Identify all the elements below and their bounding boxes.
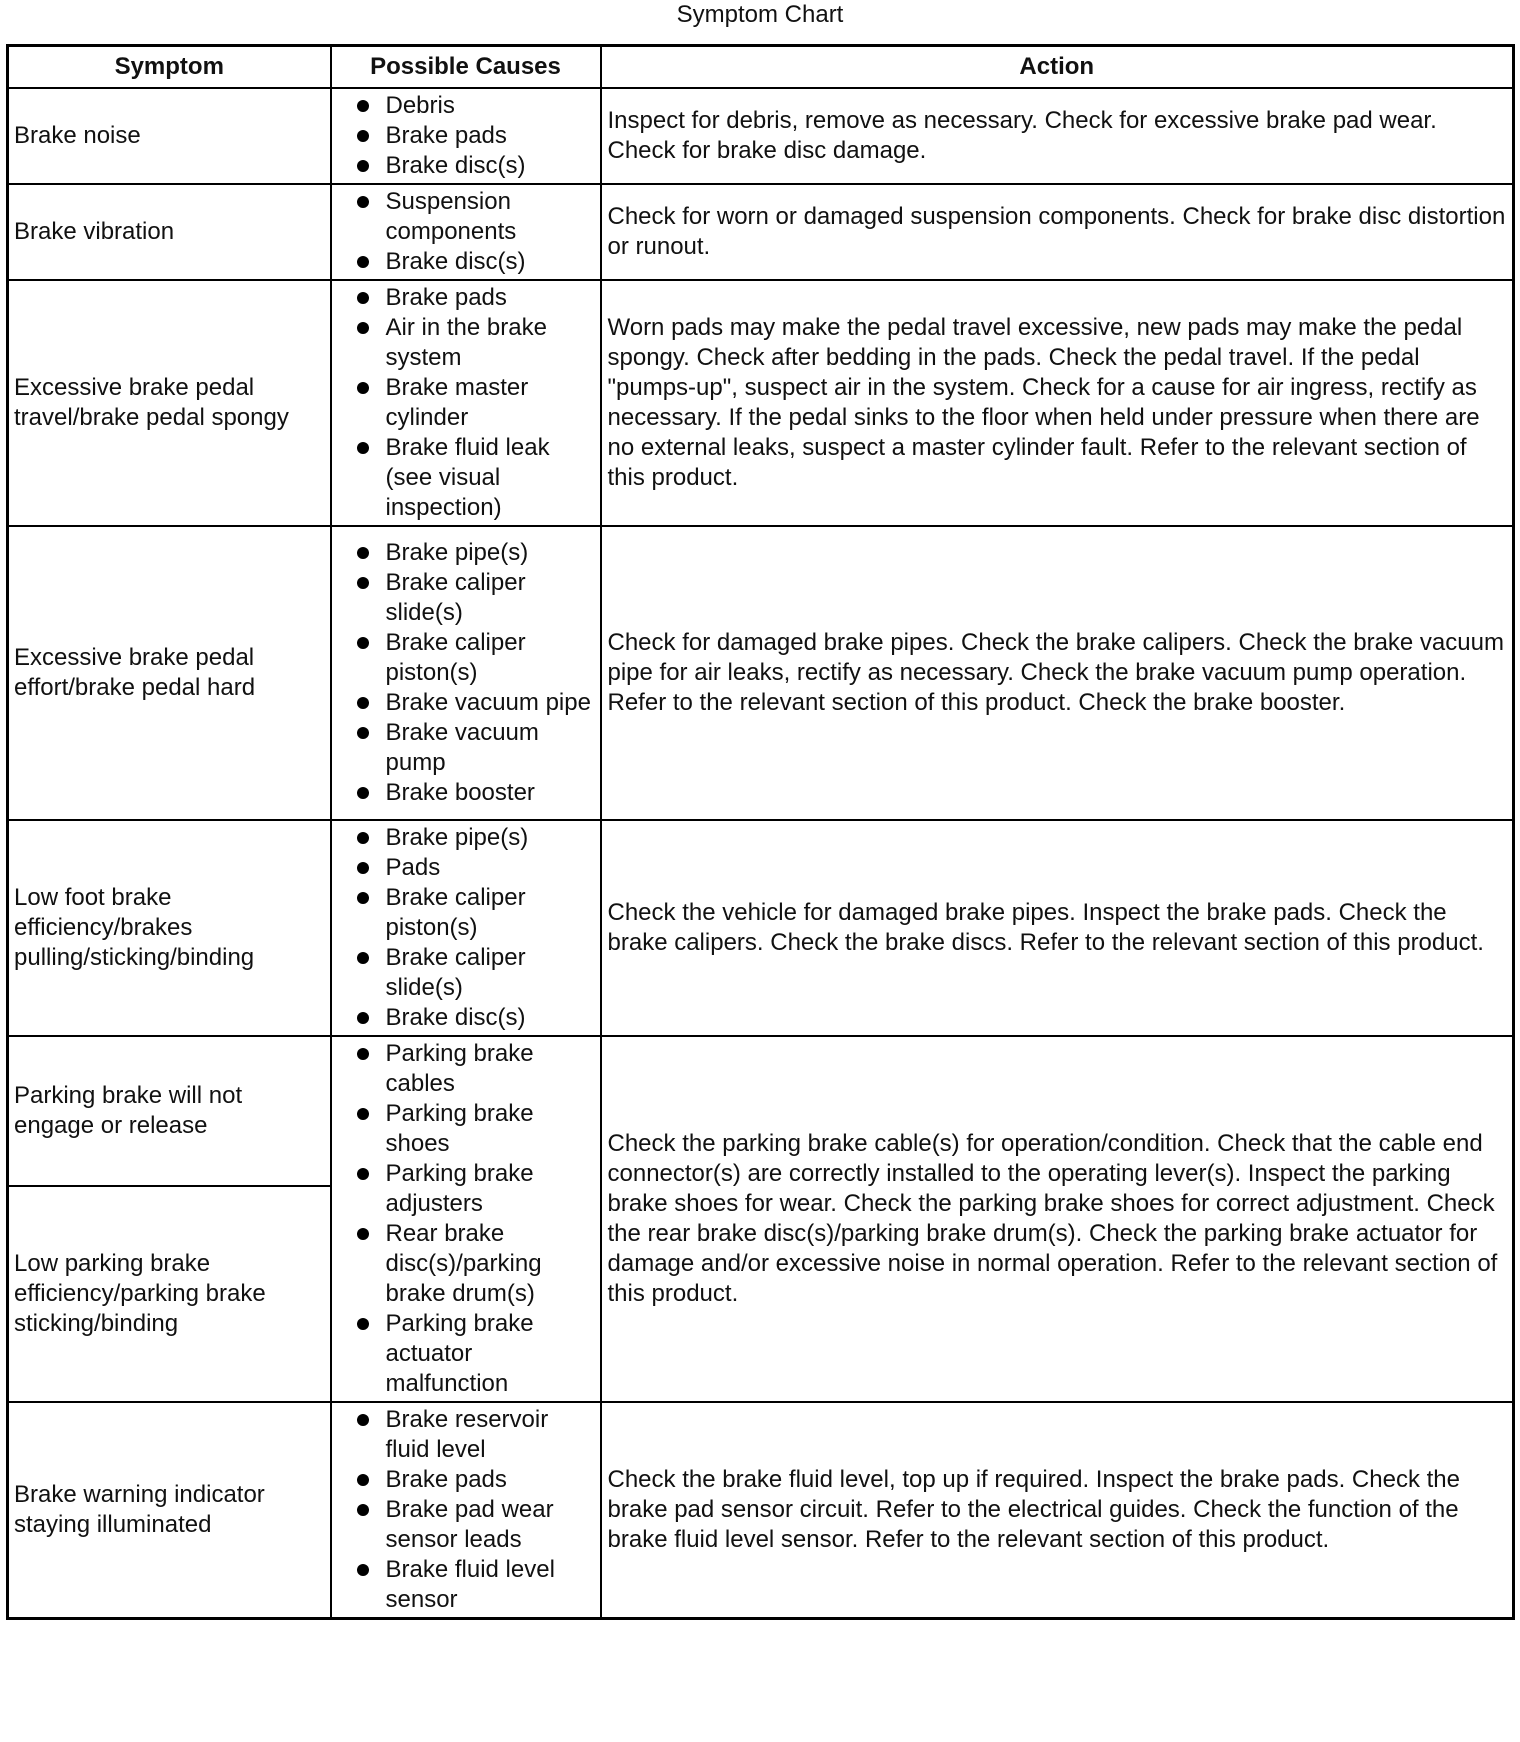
action-cell: Check the parking brake cable(s) for operation/condition. Check that the cable end connector(s) are correctly installed to the operating lever(s). Inspect the parking brake shoes for wear. Check the parking brake shoes for correct adjustment. Check the rear brake disc(s)/parking brake drum(s). Check the parking brake actuator for damage and/or excessive noise in normal operation. Refer to the relevant section of this product. (601, 1036, 1514, 1402)
cause-item: Brake caliper slide(s) (332, 568, 596, 628)
causes-cell (331, 88, 601, 184)
cause-item: Brake pads (332, 283, 596, 313)
cause-item: Parking brake shoes (332, 1099, 596, 1159)
cause-item: Brake vacuum pipe (332, 688, 596, 718)
cause-item: Air in the brake system (332, 313, 596, 373)
cause-item: Brake disc(s) (332, 151, 596, 181)
cause-item: Parking brake adjusters (332, 1159, 596, 1219)
cause-item: Parking brake actuator malfunction (332, 1309, 596, 1399)
cause-item: Suspension components (332, 187, 596, 247)
cause-item: Brake pads (332, 121, 596, 151)
cause-item: Brake pipe(s) (332, 538, 596, 568)
causes-list (332, 538, 596, 808)
header-possible-causes: Possible Causes (331, 46, 601, 89)
causes-list (332, 1039, 596, 1399)
causes-cell (331, 1036, 601, 1402)
causes-list (332, 823, 596, 1033)
symptom-cell: Brake vibration (8, 184, 331, 280)
causes-cell (331, 280, 601, 526)
action-cell: Worn pads may make the pedal travel excessive, new pads may make the pedal spongy. Check after bedding in the pads. Check the pedal travel. If the pedal "pumps-up", suspect air in the system. Check for a cause for air ingress, rectify as necessary. If the pedal sinks to the floor when held under pressure when there are no external leaks, suspect a master cylinder fault. Refer to the relevant section of this product. (601, 280, 1514, 526)
table-row (8, 526, 1514, 820)
action-cell: Check for worn or damaged suspension components. Check for brake disc distortion or runout. (601, 184, 1514, 280)
cause-item: Brake fluid leak (see visual inspection) (332, 433, 596, 523)
cause-item: Brake vacuum pump (332, 718, 596, 778)
action-cell: Check the vehicle for damaged brake pipes. Inspect the brake pads. Check the brake calipers. Check the brake discs. Refer to the relevant section of this product. (601, 820, 1514, 1036)
symptom-cell: Brake warning indicator staying illuminated (8, 1402, 331, 1619)
table-row (8, 820, 1514, 1036)
cause-item: Brake pipe(s) (332, 823, 596, 853)
causes-list (332, 187, 596, 277)
causes-list (332, 283, 596, 523)
table-row (8, 88, 1514, 184)
causes-cell (331, 184, 601, 280)
cause-item: Brake pad wear sensor leads (332, 1495, 596, 1555)
header-action: Action (601, 46, 1514, 89)
table-row (8, 1402, 1514, 1619)
causes-list (332, 91, 596, 181)
symptom-cell: Brake noise (8, 88, 331, 184)
action-cell: Check the brake fluid level, top up if required. Inspect the brake pads. Check the brake pad sensor circuit. Refer to the electrical guides. Check the function of the brake fluid level sensor. Refer to the relevant section of this product. (601, 1402, 1514, 1619)
action-cell: Check for damaged brake pipes. Check the brake calipers. Check the brake vacuum pipe for air leaks, rectify as necessary. Check the brake vacuum pump operation. Refer to the relevant section of this product. Check the brake booster. (601, 526, 1514, 820)
symptom-cell: Low foot brake efficiency/brakes pulling/sticking/binding (8, 820, 331, 1036)
cause-item: Brake reservoir fluid level (332, 1405, 596, 1465)
symptom-chart-table (6, 44, 1515, 1620)
symptom-cell: Excessive brake pedal travel/brake pedal spongy (8, 280, 331, 526)
symptom-cell: Low parking brake efficiency/parking brake sticking/binding (8, 1186, 331, 1402)
header-row (8, 46, 1514, 89)
cause-item: Brake caliper slide(s) (332, 943, 596, 1003)
causes-cell (331, 526, 601, 820)
table-row (8, 1036, 1514, 1186)
cause-item: Brake pads (332, 1465, 596, 1495)
cause-item: Brake fluid level sensor (332, 1555, 596, 1615)
cause-item: Debris (332, 91, 596, 121)
cause-item: Brake disc(s) (332, 247, 596, 277)
cause-item: Parking brake cables (332, 1039, 596, 1099)
cause-item: Brake master cylinder (332, 373, 596, 433)
page-title: Symptom Chart (676, 1, 844, 28)
cause-item: Brake disc(s) (332, 1003, 596, 1033)
header-symptom: Symptom (8, 46, 331, 89)
symptom-cell: Parking brake will not engage or release (8, 1036, 331, 1186)
cause-item: Pads (332, 853, 596, 883)
cause-item: Brake caliper piston(s) (332, 628, 596, 688)
table-row (8, 280, 1514, 526)
causes-cell (331, 820, 601, 1036)
table-row (8, 184, 1514, 280)
causes-cell (331, 1402, 601, 1619)
action-cell: Inspect for debris, remove as necessary. Check for excessive brake pad wear. Check for brake disc damage. (601, 88, 1514, 184)
symptom-cell: Excessive brake pedal effort/brake pedal hard (8, 526, 331, 820)
cause-item: Brake caliper piston(s) (332, 883, 596, 943)
cause-item: Rear brake disc(s)/parking brake drum(s) (332, 1219, 596, 1309)
cause-item: Brake booster (332, 778, 596, 808)
causes-list (332, 1405, 596, 1615)
